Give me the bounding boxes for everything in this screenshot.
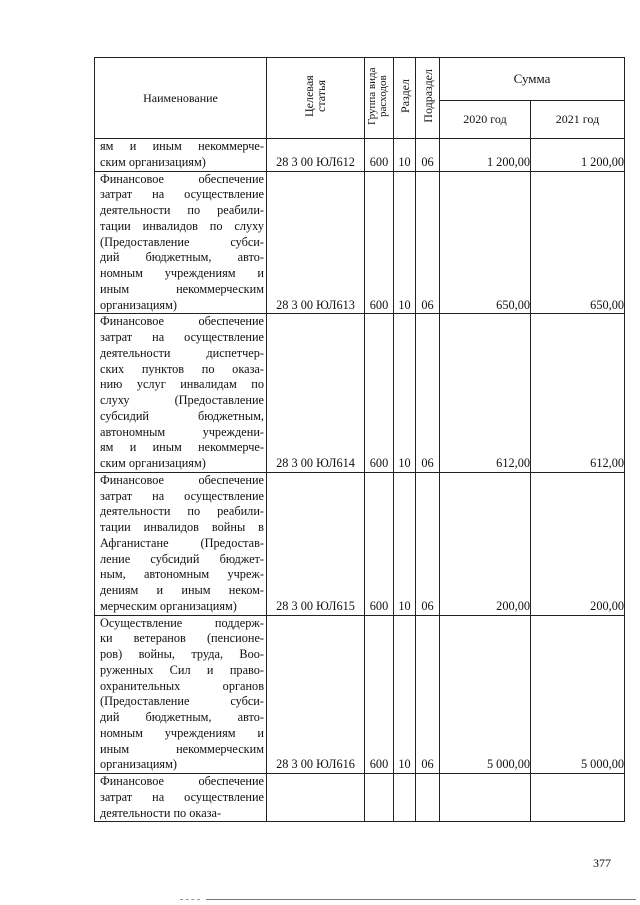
table-row (95, 139, 625, 172)
row-name-line: слуху (Предоставление (100, 393, 264, 407)
row-code (267, 774, 365, 822)
row-section: 10 (394, 139, 416, 172)
row-sum-2021: 1 200,00 (531, 139, 625, 172)
row-group (365, 774, 394, 822)
header-year-2021: 2021 год (531, 101, 625, 139)
row-subsection: 06 (416, 615, 440, 774)
row-name-line: тации инвалидов войны в (100, 520, 264, 534)
row-sum-2020: 650,00 (440, 171, 531, 314)
row-name-line: нию услуг инвалидам по (100, 377, 264, 392)
row-name-line: затрат на осуществление (100, 488, 264, 503)
row-group: 600 (365, 615, 394, 774)
row-sum-2020 (440, 774, 531, 822)
row-name-line: субсидий бюджетным, (100, 408, 264, 423)
header-subsection: Подраздел (416, 58, 440, 139)
row-name-line: деятельности по реабили- (100, 203, 264, 217)
table-body (95, 139, 625, 822)
row-name-line: Осуществление поддерж- (100, 615, 264, 630)
row-group: 600 (365, 314, 394, 473)
row-name-line: дениям и иным неком- (100, 583, 264, 597)
row-sum-2021 (531, 774, 625, 822)
row-name (95, 615, 267, 774)
row-name-line: затрат на осуществление (100, 187, 264, 202)
row-name-line: Финансовое обеспечение (100, 774, 264, 788)
row-sum-2021: 612,00 (531, 314, 625, 473)
table-row (95, 472, 625, 615)
row-sum-2021: 200,00 (531, 472, 625, 615)
row-name-line: (Предоставление субси- (100, 694, 264, 709)
row-sum-2020: 612,00 (440, 314, 531, 473)
row-code: 28 3 00 ЮЛ614 (267, 314, 365, 473)
row-name-line: мерческим организациям) (100, 598, 237, 613)
row-name-line: Финансовое обеспечение (100, 314, 264, 329)
page-number: 377 (593, 856, 611, 870)
row-name-line: охранительных органов (100, 678, 264, 693)
row-group: 600 (365, 171, 394, 314)
table-row (95, 774, 625, 822)
row-sum-2020: 200,00 (440, 472, 531, 615)
row-name-line: организациям) (100, 757, 177, 772)
row-section (394, 774, 416, 822)
row-name-line: иным некоммерческим (100, 281, 264, 296)
row-code: 28 3 00 ЮЛ616 (267, 615, 365, 774)
row-name (95, 314, 267, 473)
row-code: 28 3 00 ЮЛ613 (267, 171, 365, 314)
row-subsection: 06 (416, 314, 440, 473)
row-group: 600 (365, 139, 394, 172)
row-name-line: ям и иным некоммерче- (100, 139, 264, 153)
row-section: 10 (394, 171, 416, 314)
row-name-line: ров) войны, труда, Воо- (100, 647, 264, 661)
row-name-line: ских пунктов по оказа- (100, 361, 264, 376)
row-group: 600 (365, 472, 394, 615)
header-section: Раздел (394, 58, 416, 139)
row-name-line: деятельности по реабили- (100, 504, 264, 519)
header-sum: Сумма (440, 58, 625, 101)
row-name-line: дий бюджетным, авто- (100, 710, 264, 724)
row-name-line: ским организациям) (100, 154, 206, 169)
row-name-line: организациям) (100, 297, 177, 312)
table-row (95, 314, 625, 473)
row-name-line: затрат на осуществление (100, 789, 264, 804)
row-name (95, 139, 267, 172)
row-code: 28 3 00 ЮЛ612 (267, 139, 365, 172)
row-subsection: 06 (416, 139, 440, 172)
row-sum-2020: 5 000,00 (440, 615, 531, 774)
row-sum-2020: 1 200,00 (440, 139, 531, 172)
row-name-line: автономным учреждени- (100, 424, 264, 439)
row-name (95, 472, 267, 615)
row-subsection: 06 (416, 472, 440, 615)
row-name-line: номным учреждениям и (100, 266, 264, 280)
row-name-line: ям и иным некоммерче- (100, 440, 264, 455)
row-name-line: тации инвалидов по слуху (100, 218, 264, 233)
row-name (95, 774, 267, 822)
footer-line (206, 899, 636, 900)
row-code: 28 3 00 ЮЛ615 (267, 472, 365, 615)
row-name-line: ным, автономным учреж- (100, 567, 264, 582)
header-name: Наименование (95, 58, 267, 139)
row-subsection: 06 (416, 171, 440, 314)
row-sum-2021: 5 000,00 (531, 615, 625, 774)
row-subsection (416, 774, 440, 822)
table-row (95, 171, 625, 314)
table-row (95, 615, 625, 774)
row-name-line: Финансовое обеспечение (100, 472, 264, 487)
row-name-line: Финансовое обеспечение (100, 171, 264, 186)
row-name-line: ским организациям) (100, 456, 206, 470)
row-name-line: ки ветеранов (пенсионе- (100, 631, 264, 646)
row-section: 10 (394, 472, 416, 615)
row-name-line: ление субсидий бюджет- (100, 551, 264, 566)
header-target: Целевая статья (267, 58, 365, 139)
row-name-line: дий бюджетным, авто- (100, 250, 264, 265)
header-group: Группа вида расходов (365, 58, 394, 139)
row-name-line: затрат на осуществление (100, 330, 264, 344)
budget-table (94, 57, 625, 822)
row-name-line: руженных Сил и право- (100, 662, 264, 677)
row-name-line: деятельности по оказа- (100, 805, 222, 820)
row-name (95, 171, 267, 314)
row-sum-2021: 650,00 (531, 171, 625, 314)
row-name-line: номным учреждениям и (100, 725, 264, 740)
row-section: 10 (394, 615, 416, 774)
footer-dash (180, 899, 200, 900)
row-name-line: иным некоммерческим (100, 741, 264, 756)
header-year-2020: 2020 год (440, 101, 531, 139)
row-section: 10 (394, 314, 416, 473)
row-name-line: деятельности диспетчер- (100, 345, 264, 360)
row-name-line: Афганистане (Предостав- (100, 535, 264, 550)
row-name-line: (Предоставление субси- (100, 234, 264, 249)
table-header (95, 58, 625, 139)
